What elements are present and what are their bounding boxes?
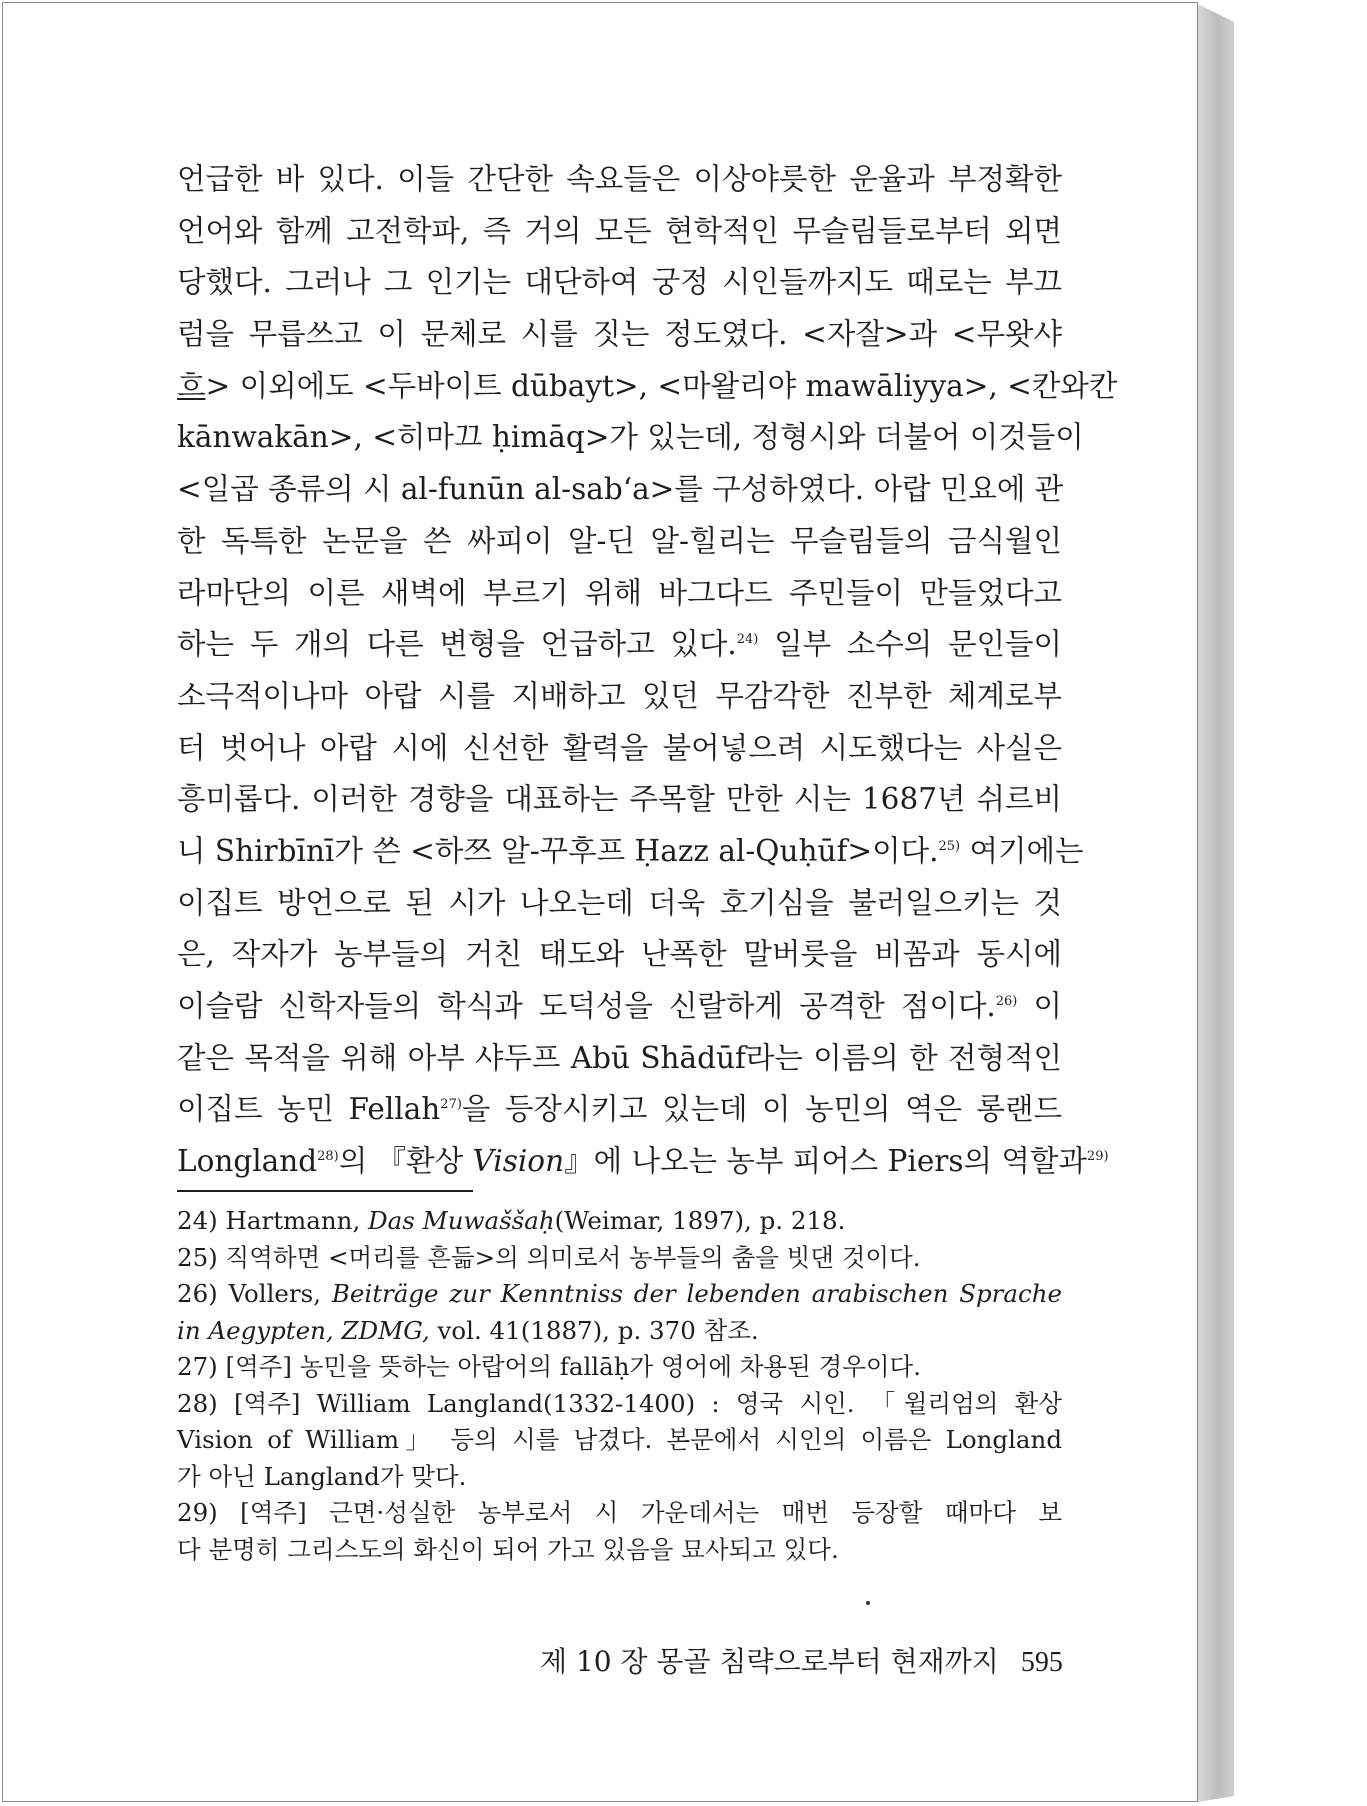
body-line-text: Longland bbox=[177, 1144, 318, 1179]
body-line bbox=[177, 826, 1084, 878]
body-line: 한 독특한 논문을 쓴 싸피이 알-딘 알-힐리는 무슬림들의 금식월인 bbox=[177, 523, 1062, 558]
body-line: 언어와 함께 고전학파, 즉 거의 모든 현학적인 무슬림들로부터 외면 bbox=[177, 213, 1062, 248]
body-line: kānwakān>, <히마끄 ḥimāq>가 있는데, 정형시와 더불어 이것들이 bbox=[177, 420, 1084, 455]
page-number: 595 bbox=[1020, 1647, 1063, 1678]
running-title: 제 10 장 몽골 침략으로부터 현재까지 bbox=[540, 1645, 999, 1678]
body-line: 이집트 방언으로 된 시가 나오는데 더욱 호기심을 불러일으키는 것 bbox=[177, 885, 1062, 920]
footnote-ref-29[interactable]: 29) bbox=[1086, 1149, 1109, 1165]
footnote-29 bbox=[177, 1495, 1062, 1568]
body-line: 소극적이나마 아랍 시를 지배하고 있던 무감각한 진부한 체계로부 bbox=[177, 678, 1062, 713]
body-line-text: 이 bbox=[1017, 989, 1062, 1023]
footnote-text: 24) Hartmann, bbox=[177, 1206, 369, 1235]
body-line bbox=[177, 1084, 1062, 1136]
body-line-text: 여기에는 bbox=[960, 833, 1084, 868]
body-line-text: 의 『환상 bbox=[338, 1144, 473, 1179]
footnotes bbox=[177, 1203, 1062, 1568]
footnote-ref-25[interactable]: 25) bbox=[938, 839, 961, 855]
body-line-text: 이집트 농민 Fellah bbox=[177, 1092, 441, 1127]
body-line-rest: > 이외에도 <두바이트 dūbayt>, <마왈리야 mawāliyya>, <칸와칸 bbox=[205, 368, 1118, 403]
body-line-text: 을 등장시키고 있는데 이 농민의 역은 롱랜드 bbox=[461, 1092, 1062, 1127]
footnote-text: 가 아닌 Langland가 맞다. bbox=[177, 1461, 467, 1491]
footnote-text: 27) [역주] 농민을 뜻하는 아랍어의 fallāḥ가 영어에 차용된 경우이다. bbox=[177, 1352, 922, 1381]
footnote-text: vol. 41(1887), p. 370 참조. bbox=[429, 1315, 759, 1345]
footnote-ref-26[interactable]: 26) bbox=[995, 994, 1018, 1010]
body-line: 은, 작자가 농부들의 거친 태도와 난폭한 말버릇을 비꼼과 동시에 bbox=[177, 937, 1062, 972]
footnote-ref-28[interactable]: 28) bbox=[317, 1149, 339, 1165]
body-line-text: 일부 소수의 문인들이 bbox=[758, 627, 1063, 662]
body-line: 라마단의 이른 새벽에 부르기 위해 바그다드 주민들이 만들었다고 bbox=[177, 575, 1062, 610]
footnote-text: 26) Vollers, bbox=[177, 1279, 332, 1308]
footnote-italic: in Aegypten, ZDMG, bbox=[177, 1315, 430, 1345]
footnote-26 bbox=[177, 1276, 1062, 1349]
body-line: 럼을 무릅쓰고 이 문체로 시를 짓는 정도였다. <자잘>과 <무왓샤 bbox=[177, 317, 1062, 352]
body-line bbox=[177, 361, 1118, 413]
body-line: 터 벗어나 아랍 시에 신선한 활력을 불어넣으려 시도했다는 사실은 bbox=[177, 730, 1062, 765]
footnote-text: Vision of William」 등의 시를 남겼다. 본문에서 시인의 이름은 Longland bbox=[177, 1425, 1062, 1454]
body-line bbox=[177, 619, 1062, 671]
footnote-text: 28) [역주] William Langland(1332-1400) : 영국 시인. 「윌리엄의 환상 bbox=[177, 1388, 1062, 1418]
stray-dot bbox=[866, 1601, 870, 1605]
footnote-27 bbox=[177, 1349, 1062, 1386]
body-line-text: 하는 두 개의 다른 변형을 언급하고 있다. bbox=[177, 627, 737, 662]
footnote-text: 29) [역주] 근면·성실한 농부로서 시 가운데서는 매번 등장할 때마다 보 bbox=[177, 1498, 1062, 1527]
footnote-ref-27[interactable]: 27) bbox=[440, 1097, 462, 1113]
footnote-text: 25) 직역하면 <머리를 흔듦>의 의미로서 농부들의 춤을 빗댄 것이다. bbox=[177, 1242, 921, 1272]
page-footer bbox=[540, 1640, 1062, 1680]
body-line-text: 이슬람 신학자들의 학식과 도덕성을 신랄하게 공격한 점이다. bbox=[177, 989, 996, 1023]
italic-title: Vision bbox=[472, 1144, 565, 1179]
footnote-text: (Weimar, 1897), p. 218. bbox=[554, 1206, 846, 1235]
body-line-text: 니 Shirbīnī가 쓴 <하쯔 알-꾸후프 Ḥazz al-Quḥūf>이다. bbox=[177, 833, 939, 868]
body-line: <일곱 종류의 시 al-funūn al-sabʻa>를 구성하였다. 아랍 민요에 관 bbox=[177, 472, 1064, 507]
footnote-separator bbox=[177, 1190, 473, 1192]
page-edge-shadow bbox=[1198, 4, 1234, 1802]
body-line-text: 』에 나오는 농부 피어스 Piers의 역할과 bbox=[564, 1144, 1087, 1179]
footnote-italic: Beiträge zur Kenntniss der lebenden arabischen Sprache bbox=[331, 1279, 1063, 1308]
footnote-24 bbox=[177, 1203, 1062, 1240]
footnote-italic: Das Muwaššaḥ bbox=[368, 1206, 555, 1235]
body-line bbox=[177, 981, 1062, 1033]
body-line bbox=[177, 1136, 1109, 1188]
body-line: 같은 목적을 위해 아부 샤두프 Abū Shādūf라는 이름의 한 전형적인 bbox=[177, 1040, 1062, 1075]
footnote-25 bbox=[177, 1240, 1062, 1277]
body-line: 당했다. 그러나 그 인기는 대단하여 궁정 시인들까지도 때로는 부끄 bbox=[177, 265, 1062, 300]
body-line: 언급한 바 있다. 이들 간단한 속요들은 이상야릇한 운율과 부정확한 bbox=[177, 162, 1062, 196]
body-text bbox=[177, 154, 1118, 1188]
footnote-text: 다 분명히 그리스도의 화신이 되어 가고 있음을 묘사되고 있다. bbox=[177, 1534, 839, 1564]
footnote-ref-24[interactable]: 24) bbox=[736, 632, 759, 648]
body-line: 흥미롭다. 이러한 경향을 대표하는 주목할 만한 시는 1687년 쉬르비 bbox=[177, 782, 1062, 817]
underlined-syllable: 흐 bbox=[177, 368, 206, 403]
footnote-28 bbox=[177, 1386, 1062, 1496]
